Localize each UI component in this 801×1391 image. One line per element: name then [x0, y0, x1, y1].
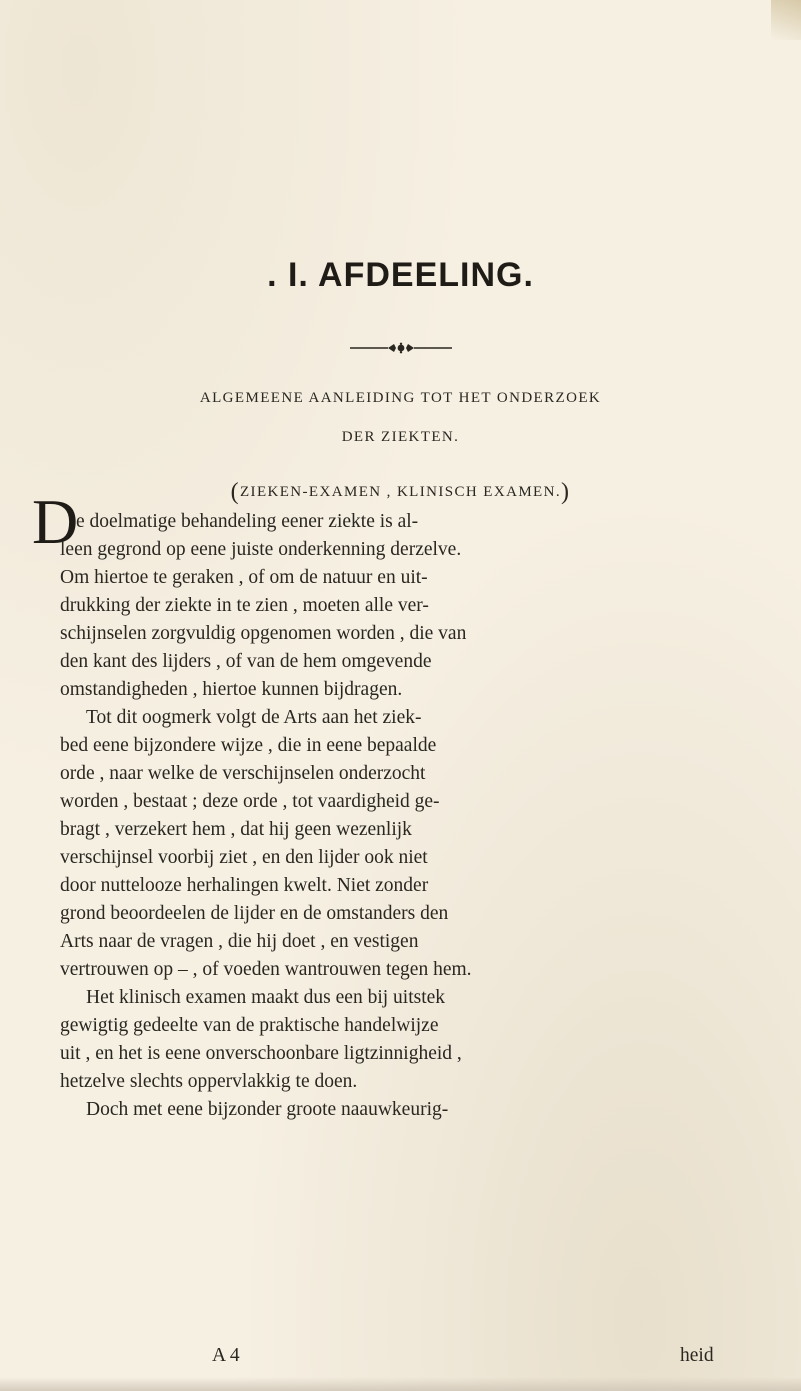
- body-line: leen gegrond op eene juiste onderkenning derzelve.: [60, 539, 462, 560]
- drop-cap: D: [32, 486, 79, 557]
- catchword: heid: [680, 1345, 714, 1366]
- signature-mark: A 4: [212, 1345, 240, 1366]
- open-paren: (: [230, 479, 240, 505]
- body-line: schijnselen zorgvuldig opgenomen worden , die van: [60, 623, 467, 644]
- body-line: omstandigheden , hiertoe kunnen bijdragen.: [60, 679, 403, 700]
- body-paragraphs: [60, 508, 760, 1124]
- body-line: door nuttelooze herhalingen kwelt. Niet zonder: [60, 875, 429, 896]
- body-line: drukking der ziekte in te zien , moeten alle ver-: [60, 595, 429, 616]
- body-line: Het klinisch examen maakt dus een bij uitstek: [86, 987, 446, 1008]
- subtitle-line-1: ALGEMEENE AANLEIDING TOT HET ONDERZOEK: [199, 390, 602, 406]
- divider-ornament-icon: [348, 342, 454, 354]
- chapter-heading: . I. AFDEELING.: [267, 256, 534, 294]
- paper-stain: [771, 0, 801, 40]
- subtitle-line-2: DER ZIEKTEN.: [341, 429, 460, 445]
- body-line: grond beoordeelen de lijder en de omstanders den: [60, 903, 449, 924]
- close-paren: ): [561, 479, 571, 505]
- body-line: orde , naar welke de verschijnselen onderzocht: [60, 763, 426, 784]
- body-line: Om hiertoe te geraken , of om de natuur en uit-: [60, 567, 428, 588]
- body-line: Tot dit oogmerk volgt de Arts aan het ziek-: [86, 707, 422, 728]
- subtitle-line-3: [0, 479, 801, 506]
- body-line: Doch met eene bijzonder groote naauwkeurig-: [86, 1099, 449, 1120]
- body-line: hetzelve slechts oppervlakkig te doen.: [60, 1071, 358, 1092]
- body-line: gewigtig gedeelte van de praktische handelwijze: [60, 1015, 439, 1036]
- body-line: uit , en het is eene onverschoonbare ligtzinnigheid ,: [60, 1043, 462, 1064]
- body-line: e doelmatige behandeling eener ziekte is al-: [76, 511, 419, 532]
- body-line: bragt , verzekert hem , dat hij geen wezenlijk: [60, 819, 412, 840]
- body-line: Arts naar de vragen , die hij doet , en vestigen: [60, 931, 419, 952]
- body-line: verschijnsel voorbij ziet , en den lijder ook niet: [60, 847, 428, 868]
- body-line: worden , bestaat ; deze orde , tot vaardigheid ge-: [60, 791, 440, 812]
- subtitle-line-3-text: ZIEKEN-EXAMEN , KLINISCH EXAMEN.: [239, 484, 561, 500]
- body-line: vertrouwen op – , of voeden wantrouwen tegen hem.: [60, 959, 472, 980]
- body-line: bed eene bijzondere wijze , die in eene bepaalde: [60, 735, 437, 756]
- body-line: den kant des lijders , of van de hem omgevende: [60, 651, 432, 672]
- page-bottom-edge: [0, 1377, 801, 1391]
